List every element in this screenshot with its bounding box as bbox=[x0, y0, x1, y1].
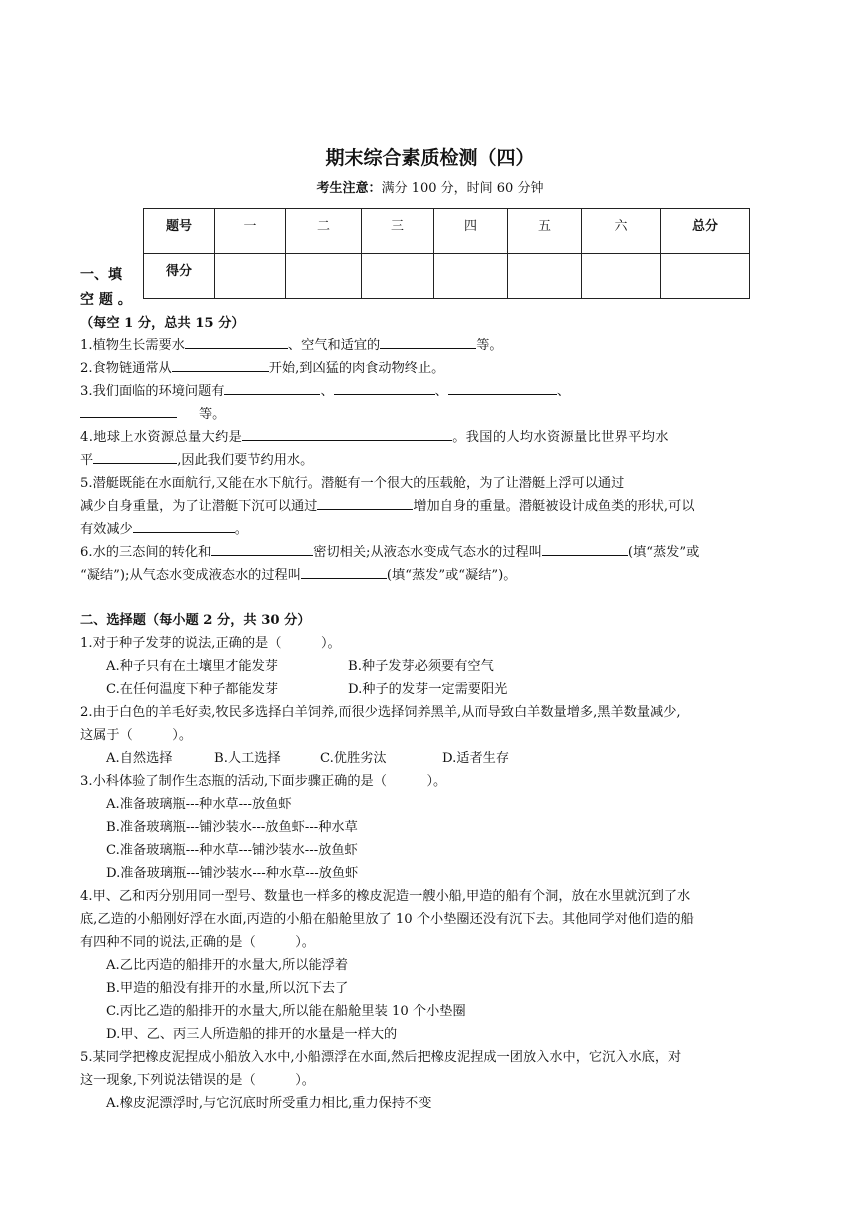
score-cell bbox=[508, 254, 582, 299]
s2-q4-option-d: D.甲、乙、丙三人所造船的排开的水量是一样大的 bbox=[106, 1027, 398, 1042]
score-row-label: 得分 bbox=[144, 254, 215, 299]
q5-text-b: 减少自身重量，为了让潜艇下沉可以通过 bbox=[80, 499, 318, 514]
answer-blank[interactable] bbox=[211, 542, 313, 556]
q2-text-a: 2.食物链通常从 bbox=[80, 361, 172, 376]
q5-text-d: 有效减少 bbox=[80, 522, 133, 537]
q5-text-c: 增加自身的重量。潜艇被设计成鱼类的形状,可以 bbox=[413, 499, 695, 514]
s1-question-3-cont bbox=[80, 403, 225, 422]
s2-q1-stem: 1.对于种子发芽的说法,正确的是（ ）。 bbox=[80, 636, 341, 651]
answer-blank[interactable] bbox=[93, 450, 177, 464]
q1-text-b: 、空气和适宜的 bbox=[287, 338, 381, 353]
s1-question-6 bbox=[80, 541, 699, 560]
notice-text: 满分 100 分，时间 60 分钟 bbox=[381, 181, 544, 196]
q1-text-c: 等。 bbox=[476, 338, 503, 353]
score-table-score-row bbox=[144, 254, 750, 299]
q6-text-e: (填“蒸发”或“凝结”)。 bbox=[386, 568, 517, 583]
score-cell bbox=[215, 254, 286, 299]
header-cell-1: 一 bbox=[215, 209, 286, 254]
s2-q1-option-b: B.种子发芽必须要有空气 bbox=[348, 659, 494, 674]
s1-question-5-cont bbox=[80, 495, 695, 514]
section1-label-a: 一、填 bbox=[80, 267, 122, 283]
answer-blank[interactable] bbox=[301, 565, 387, 579]
score-cell bbox=[434, 254, 508, 299]
s2-q5-stem-cont: 这一现象,下列说法错误的是（ ）。 bbox=[80, 1073, 315, 1088]
s2-q5-stem: 5.某同学把橡皮泥捏成小船放入水中,小船漂浮在水面,然后把橡皮泥捏成一团放入水中，它沉入水底，对 bbox=[80, 1050, 682, 1065]
q6-text-d: “凝结”);从气态水变成液态水的过程叫 bbox=[80, 568, 301, 583]
s2-q4-stem-cont: 底,乙造的小船刚好浮在水面,丙造的小船在船舱里放了 10 个小垫圈还没有沉下去。其他同学对他们造的船 bbox=[80, 912, 694, 927]
s2-q3-stem: 3.小科体验了制作生态瓶的活动,下面步骤正确的是（ ）。 bbox=[80, 774, 447, 789]
s2-q4-option-c: C.丙比乙造的船排开的水量大,所以能在船舱里装 10 个小垫圈 bbox=[106, 1004, 466, 1019]
s1-question-5: 5.潜艇既能在水面航行,又能在水下航行。潜艇有一个很大的压载舱，为了让潜艇上浮可以通过 bbox=[80, 476, 625, 491]
s1-question-4-cont bbox=[80, 449, 313, 468]
s2-q1-option-c: C.在任何温度下种子都能发芽 bbox=[106, 682, 279, 697]
s2-q5-option-a: A.橡皮泥漂浮时,与它沉底时所受重力相比,重力保持不变 bbox=[106, 1096, 432, 1111]
s2-q4-stem: 4.甲、乙和丙分别用同一型号、数量也一样多的橡皮泥造一艘小船,甲造的船有个洞，放在水里就沉到了水 bbox=[80, 889, 691, 904]
s1-question-5-cont2 bbox=[80, 518, 248, 537]
s2-q2-stem-cont: 这属于（ ）。 bbox=[80, 728, 193, 743]
separator: 、 bbox=[434, 384, 448, 399]
s2-q4-stem-cont2: 有四种不同的说法,正确的是（ ）。 bbox=[80, 935, 315, 950]
answer-blank[interactable] bbox=[542, 542, 628, 556]
s2-q3-option-c: C.准备玻璃瓶---种水草---铺沙装水---放鱼虾 bbox=[106, 843, 358, 858]
q3-text-a: 3.我们面临的环境问题有 bbox=[80, 384, 225, 399]
header-cell-2: 二 bbox=[286, 209, 362, 254]
exam-notice bbox=[0, 177, 860, 196]
answer-blank[interactable] bbox=[242, 427, 452, 441]
s1-question-1 bbox=[80, 334, 503, 353]
s2-q2-option-b: B.人工选择 bbox=[214, 751, 281, 766]
score-table bbox=[143, 208, 750, 299]
s1-question-2 bbox=[80, 357, 444, 376]
q3-text-end: 等。 bbox=[199, 407, 226, 422]
notice-label: 考生注意： bbox=[316, 181, 382, 196]
q4-text-c: 平 bbox=[80, 453, 94, 468]
q1-text-a: 1.植物生长需要水 bbox=[80, 338, 185, 353]
q2-text-b: 开始,到凶猛的肉食动物终止。 bbox=[268, 361, 445, 376]
answer-blank[interactable] bbox=[334, 381, 435, 395]
score-cell bbox=[362, 254, 434, 299]
page-title: 期末综合素质检测（四） bbox=[325, 147, 535, 169]
separator: 、 bbox=[556, 384, 571, 399]
q6-text-a: 6.水的三态间的转化和 bbox=[80, 545, 212, 560]
q4-text-d: ,因此我们要节约用水。 bbox=[177, 453, 314, 468]
q6-text-b: 密切相关;从液态水变成气态水的过程叫 bbox=[313, 545, 542, 560]
s2-q4-option-b: B.甲造的船没有排开的水量,所以沉下去了 bbox=[106, 981, 349, 996]
answer-blank[interactable] bbox=[80, 404, 177, 418]
score-cell bbox=[582, 254, 661, 299]
s1-question-4 bbox=[80, 426, 669, 445]
header-cell-5: 五 bbox=[508, 209, 582, 254]
answer-blank[interactable] bbox=[185, 335, 288, 349]
score-cell bbox=[286, 254, 362, 299]
s2-q2-option-c: C.优胜劣汰 bbox=[320, 751, 387, 766]
score-cell bbox=[661, 254, 750, 299]
s2-q2-stem: 2.由于白色的羊毛好卖,牧民多选择白羊饲养,而很少选择饲养黑羊,从而导致白羊数量增多,黑羊数量减少, bbox=[80, 705, 681, 720]
answer-blank[interactable] bbox=[448, 381, 557, 395]
header-cell-6: 六 bbox=[582, 209, 661, 254]
q4-text-a: 4.地球上水资源总量大约是 bbox=[80, 430, 243, 445]
s2-q3-option-b: B.准备玻璃瓶---铺沙装水---放鱼虾---种水草 bbox=[106, 820, 358, 835]
header-cell-number: 题号 bbox=[144, 209, 215, 254]
s1-question-6-cont bbox=[80, 564, 516, 583]
s2-q3-option-d: D.准备玻璃瓶---铺沙装水---种水草---放鱼虾 bbox=[106, 866, 359, 881]
q4-text-b: 。我国的人均水资源量比世界平均水 bbox=[452, 430, 669, 445]
answer-blank[interactable] bbox=[172, 358, 269, 372]
header-cell-total: 总分 bbox=[661, 209, 750, 254]
section2-heading: 二、选择题（每小题 2 分，共 30 分） bbox=[80, 613, 311, 628]
separator: 、 bbox=[320, 384, 334, 399]
section1-label-b: 空 题 。 bbox=[80, 292, 132, 308]
s2-q2-option-d: D.适者生存 bbox=[442, 751, 510, 766]
q6-text-c: (填“蒸发”或 bbox=[627, 545, 700, 560]
s2-q1-option-a: A.种子只有在土壤里才能发芽 bbox=[106, 659, 278, 674]
s1-question-3 bbox=[80, 380, 570, 399]
header-cell-4: 四 bbox=[434, 209, 508, 254]
s2-q4-option-a: A.乙比丙造的船排开的水量大,所以能浮着 bbox=[106, 958, 349, 973]
q5-text-e: 。 bbox=[234, 522, 248, 537]
answer-blank[interactable] bbox=[133, 519, 235, 533]
s2-q2-option-a: A.自然选择 bbox=[106, 751, 173, 766]
answer-blank[interactable] bbox=[380, 335, 476, 349]
answer-blank[interactable] bbox=[224, 381, 320, 395]
s2-q3-option-a: A.准备玻璃瓶---种水草---放鱼虾 bbox=[106, 797, 292, 812]
s2-q1-option-d: D.种子的发芽一定需要阳光 bbox=[348, 682, 508, 697]
section1-scoring: （每空 1 分，总共 15 分） bbox=[80, 316, 245, 331]
score-table-header-row bbox=[144, 209, 750, 254]
header-cell-3: 三 bbox=[362, 209, 434, 254]
answer-blank[interactable] bbox=[317, 496, 413, 510]
